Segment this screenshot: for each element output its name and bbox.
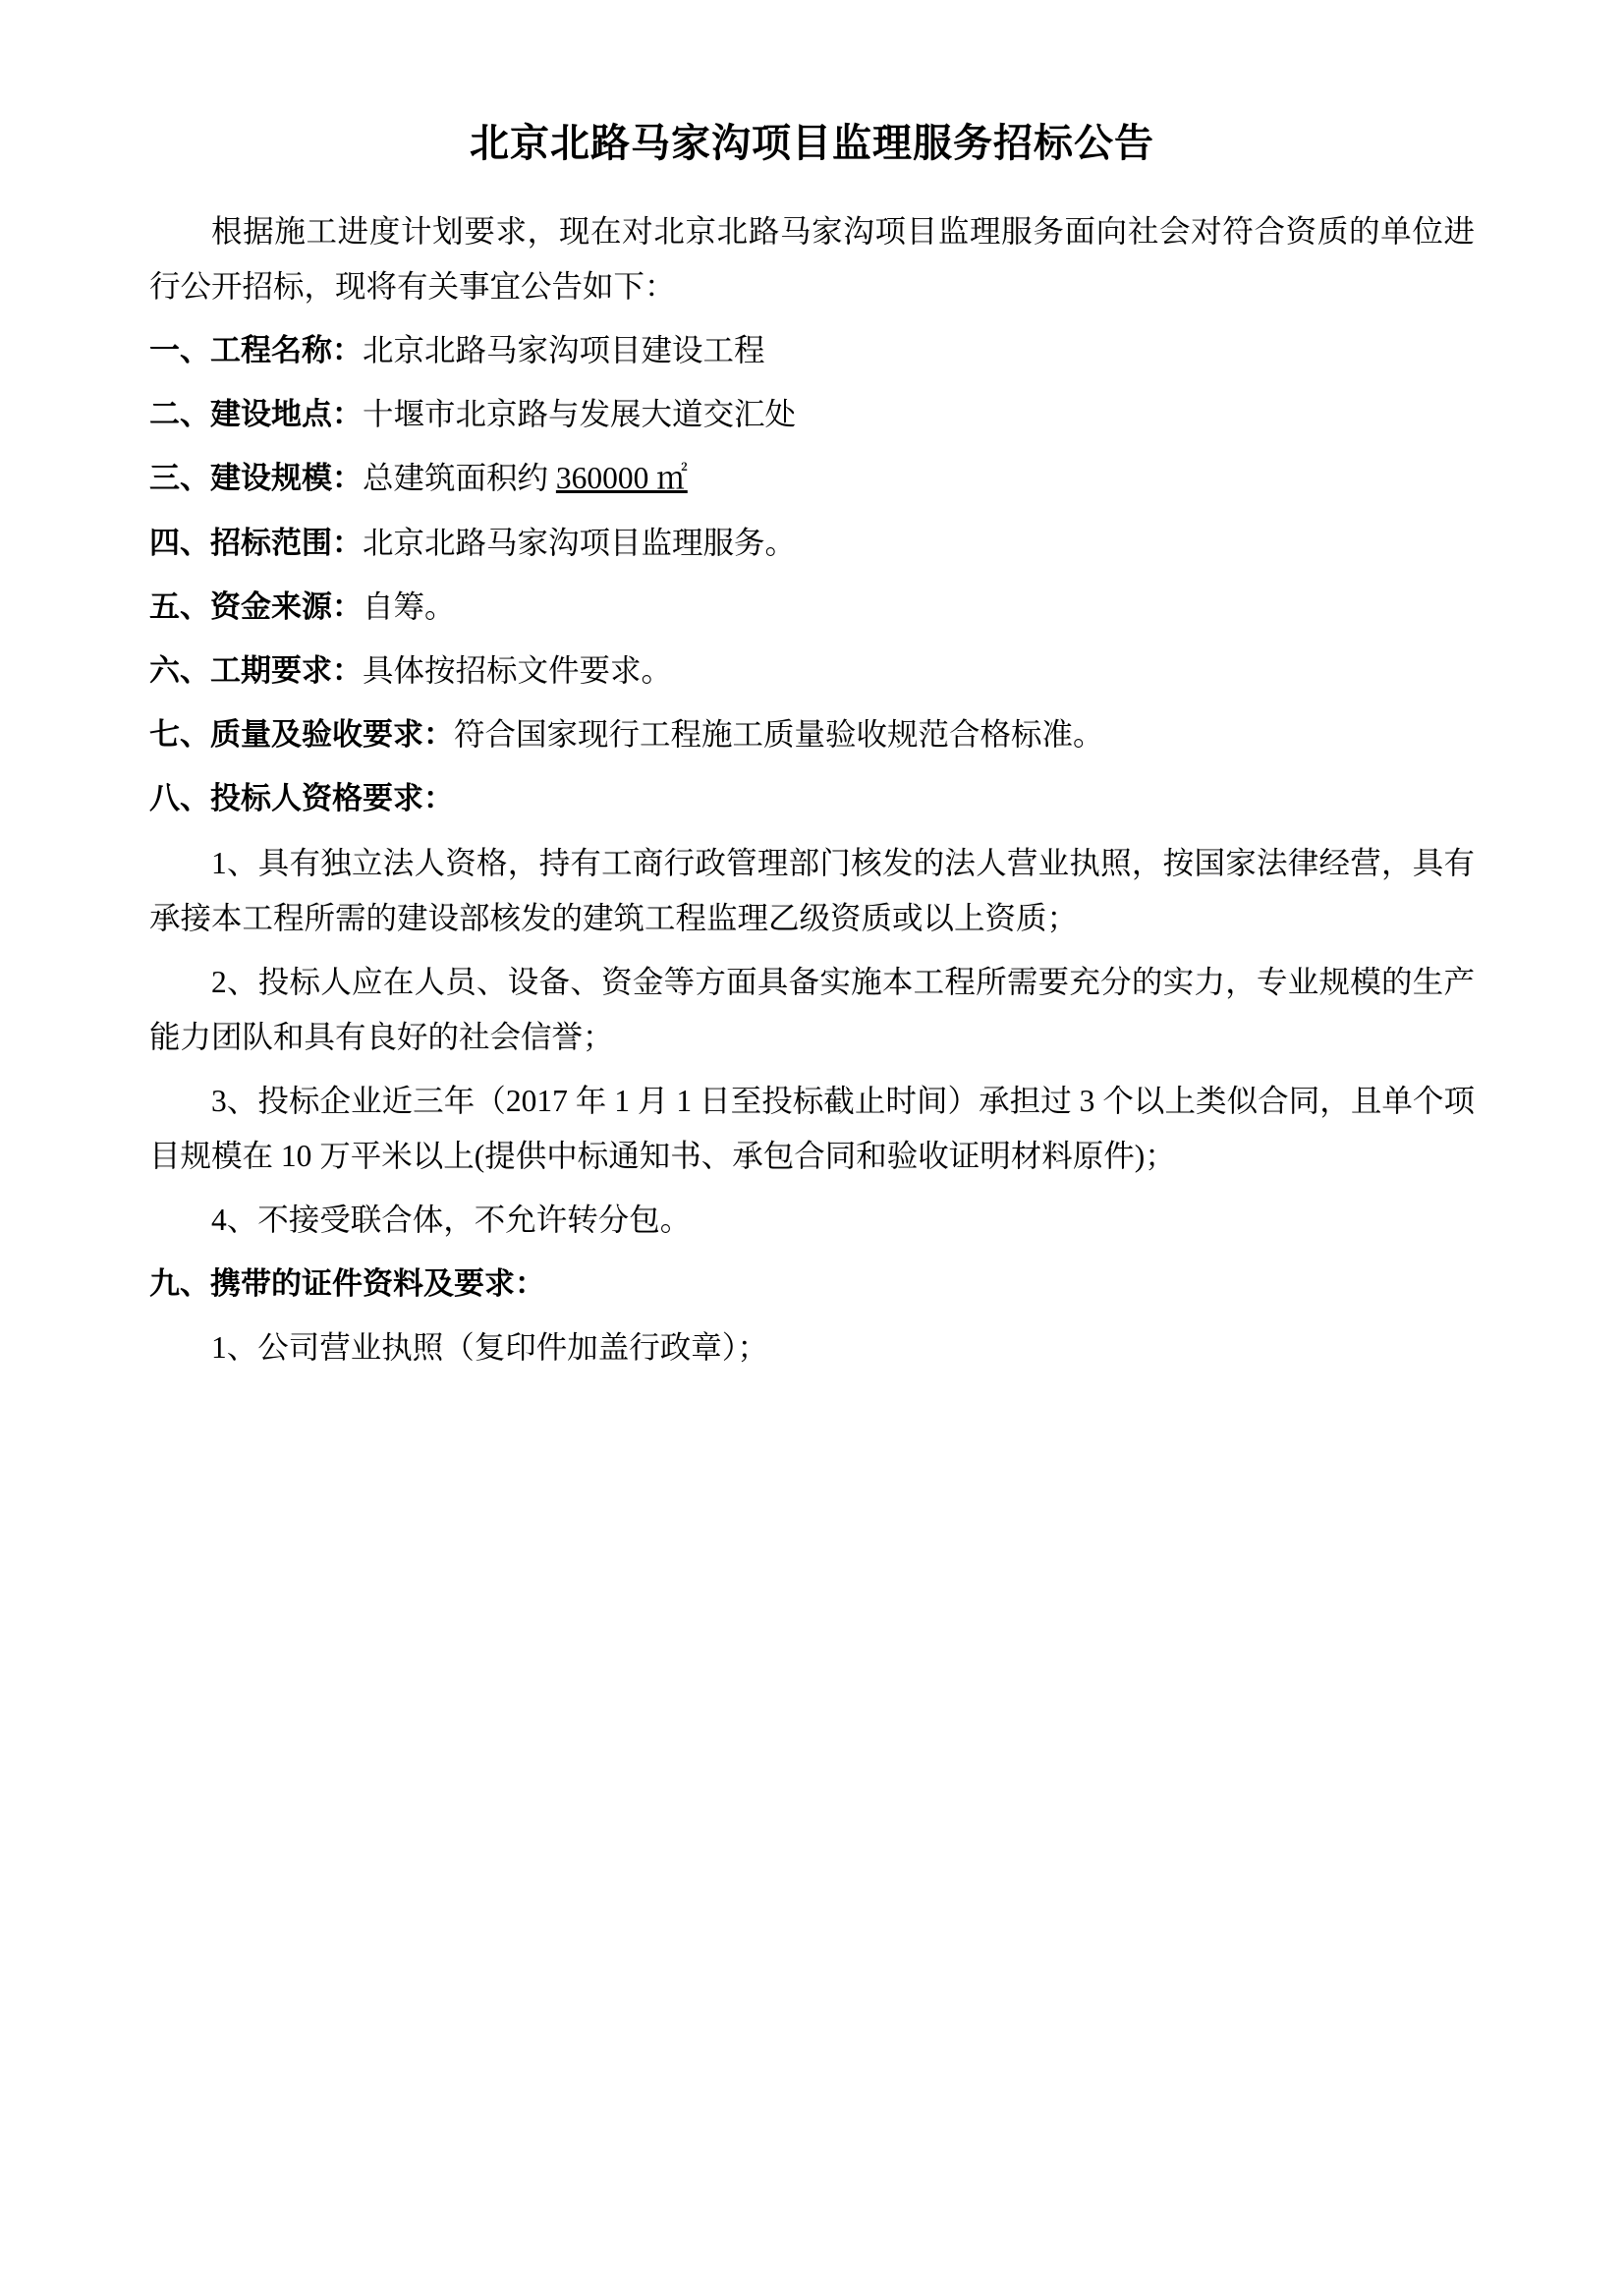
clause-label: 七、质量及验收要求： <box>149 717 454 754</box>
qualification-item-4: 4、不接受联合体，不允许转分包。 <box>211 1202 692 1237</box>
clause-label: 八、投标人资格要求： <box>149 781 454 817</box>
clause-label: 二、建设地点： <box>149 397 363 433</box>
clause-funding <box>149 580 1475 635</box>
clause-location <box>149 387 1475 442</box>
clause-scale <box>149 451 1475 506</box>
clause-text: 具体按招标文件要求。 <box>363 652 673 688</box>
qualification-item-1: 1、具有独立法人资格，持有工商行政管理部门核发的法人营业执照，按国家法律经营，具有承接本工程所需的建设部核发的建筑工程监理乙级资质或以上资质； <box>149 845 1475 935</box>
clause-text: 北京北路马家沟项目监理服务。 <box>363 525 797 560</box>
clause-label: 一、工程名称： <box>149 333 363 369</box>
clause-text: 符合国家现行工程施工质量验收规范合格标准。 <box>454 717 1104 753</box>
clause-bidder-qualification-heading <box>149 771 1475 826</box>
page-title: 北京北路马家沟项目监理服务招标公告 <box>470 121 1154 166</box>
clause-text-pre: 总建筑面积约 <box>363 461 556 496</box>
clause-label: 五、资金来源： <box>149 588 363 625</box>
intro-paragraph: 根据施工进度计划要求，现在对北京北路马家沟项目监理服务面向社会对符合资质的单位进行公开招标，现将有关事宜公告如下： <box>149 214 1475 305</box>
qualification-item-3: 3、投标企业近三年（2017 年 1 月 1 日至投标截止时间）承担过 3 个以上类似合同，且单个项目规模在 10 万平米以上(提供中标通知书、承包合同和验收证明材料原件)； <box>149 1083 1475 1173</box>
clause-label: 四、招标范围： <box>149 525 363 561</box>
clause-label: 六、工期要求： <box>149 652 363 689</box>
documents-item-1: 1、公司营业执照（复印件加盖行政章）； <box>211 1330 769 1366</box>
clause-text-underlined: 360000 ㎡ <box>555 461 688 496</box>
clause-project-name <box>149 323 1475 378</box>
clause-duration <box>149 644 1475 699</box>
clause-label: 三、建设规模： <box>149 461 363 497</box>
clause-text: 北京北路马家沟项目建设工程 <box>363 333 765 368</box>
clause-text: 自筹。 <box>363 588 456 624</box>
qualification-item-2: 2、投标人应在人员、设备、资金等方面具备实施本工程所需要充分的实力，专业规模的生产能力团队和具有良好的社会信誉； <box>149 964 1475 1054</box>
clause-quality <box>149 707 1475 762</box>
clause-documents-heading <box>149 1257 1475 1312</box>
clause-label: 九、携带的证件资料及要求： <box>149 1265 545 1302</box>
clause-text: 十堰市北京路与发展大道交汇处 <box>363 397 797 432</box>
clause-scope <box>149 516 1475 571</box>
